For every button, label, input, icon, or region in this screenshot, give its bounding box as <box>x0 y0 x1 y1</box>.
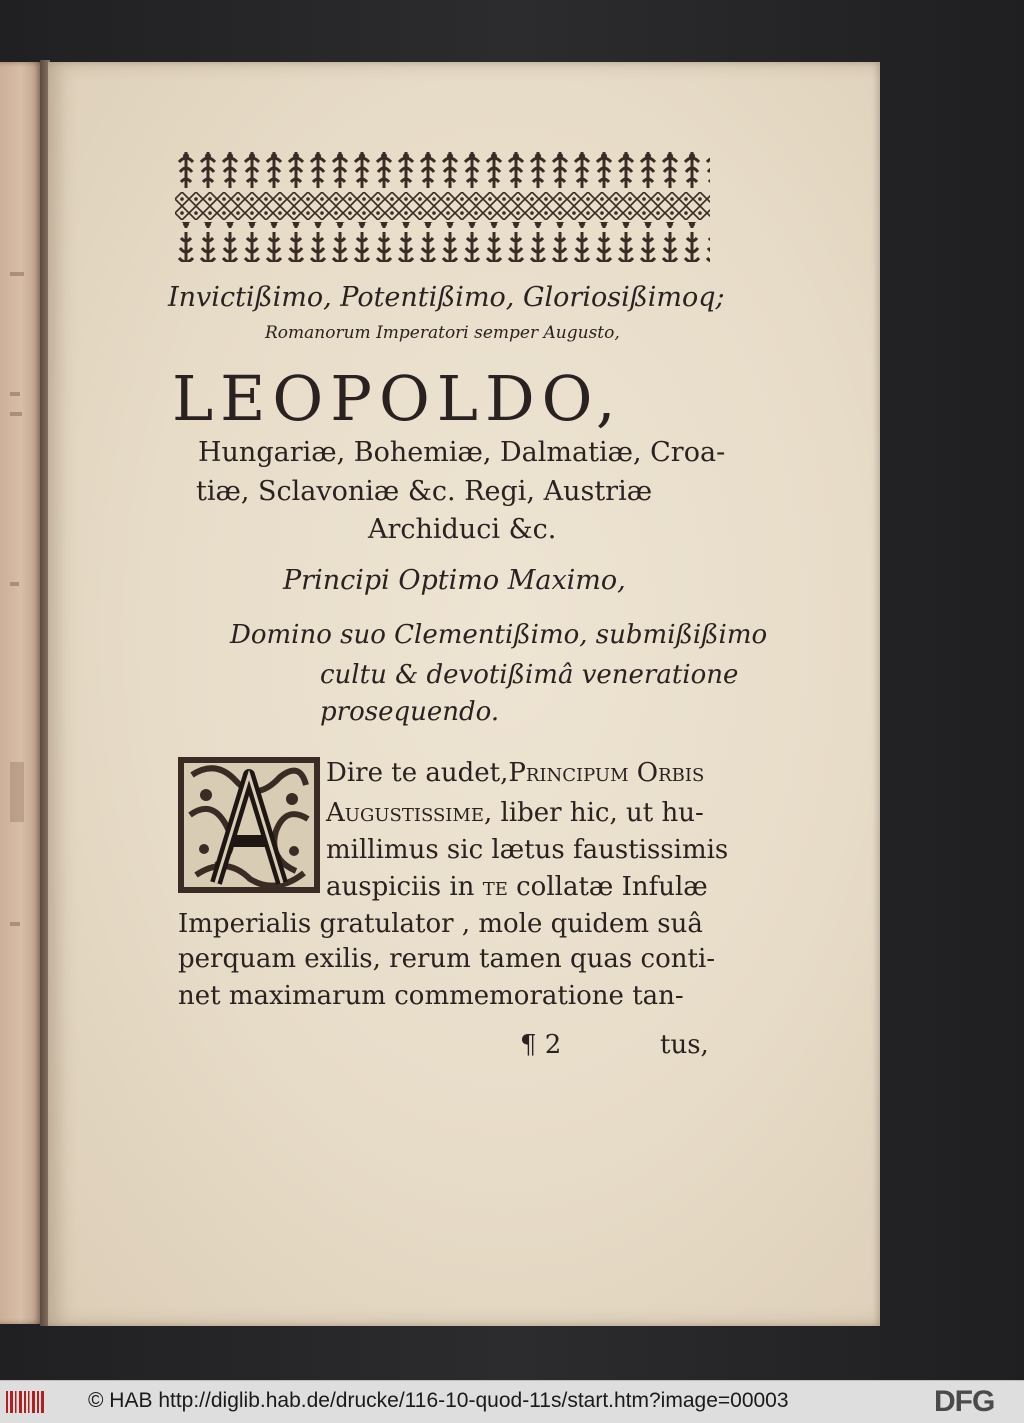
dedication-line-2: Romanorum Imperatori semper Augusto, <box>265 323 620 343</box>
domino-line-1: Domino suo Clementißimo, submißißimo <box>230 620 768 650</box>
body-line-2: Augustissime, liber hic, ut hu- <box>326 798 704 828</box>
title-line-1: Hungariæ, Bohemiæ, Dalmatiæ, Croa- <box>198 437 726 468</box>
decorated-initial-a <box>176 755 322 895</box>
body-line-3: millimus sic lætus faustissimis <box>326 835 729 865</box>
title-line-2: tiæ, Sclavoniæ &c. Regi, Austriæ <box>196 476 653 507</box>
signature-mark: ¶ 2 <box>520 1030 562 1060</box>
ornamental-headpiece <box>175 150 710 262</box>
dedication-line-1: Invictißimo, Potentißimo, Gloriosißimoq; <box>168 282 725 313</box>
facing-page-edge <box>0 62 42 1324</box>
title-line-3: Archiduci &c. <box>368 514 557 545</box>
domino-line-3: prosequendo. <box>320 697 500 727</box>
body-line-1: Dire te audet,Principum Orbis <box>326 758 705 788</box>
body-line-4: auspiciis in te collatæ Infulæ <box>326 872 708 902</box>
body-line-5: Imperialis gratulator , mole quidem suâ <box>178 909 703 939</box>
catchword: tus, <box>660 1030 709 1060</box>
body-line-7: net maximarum commemoratione tan- <box>178 981 684 1011</box>
copyright-url-text[interactable]: © HAB http://diglib.hab.de/drucke/116-10-quod-11s/start.htm?image=00003 <box>88 1389 789 1412</box>
viewer-footer <box>0 1380 1024 1423</box>
dfg-logo: DFG <box>934 1385 995 1418</box>
domino-line-2: cultu & devotißimâ veneratione <box>320 660 739 690</box>
dedicatee-name: LEOPOLDO, <box>172 362 623 435</box>
body-line-6: perquam exilis, rerum tamen quas conti- <box>178 944 716 974</box>
principi-line: Principi Optimo Maximo, <box>283 565 626 596</box>
barcode-icon <box>6 1391 46 1413</box>
